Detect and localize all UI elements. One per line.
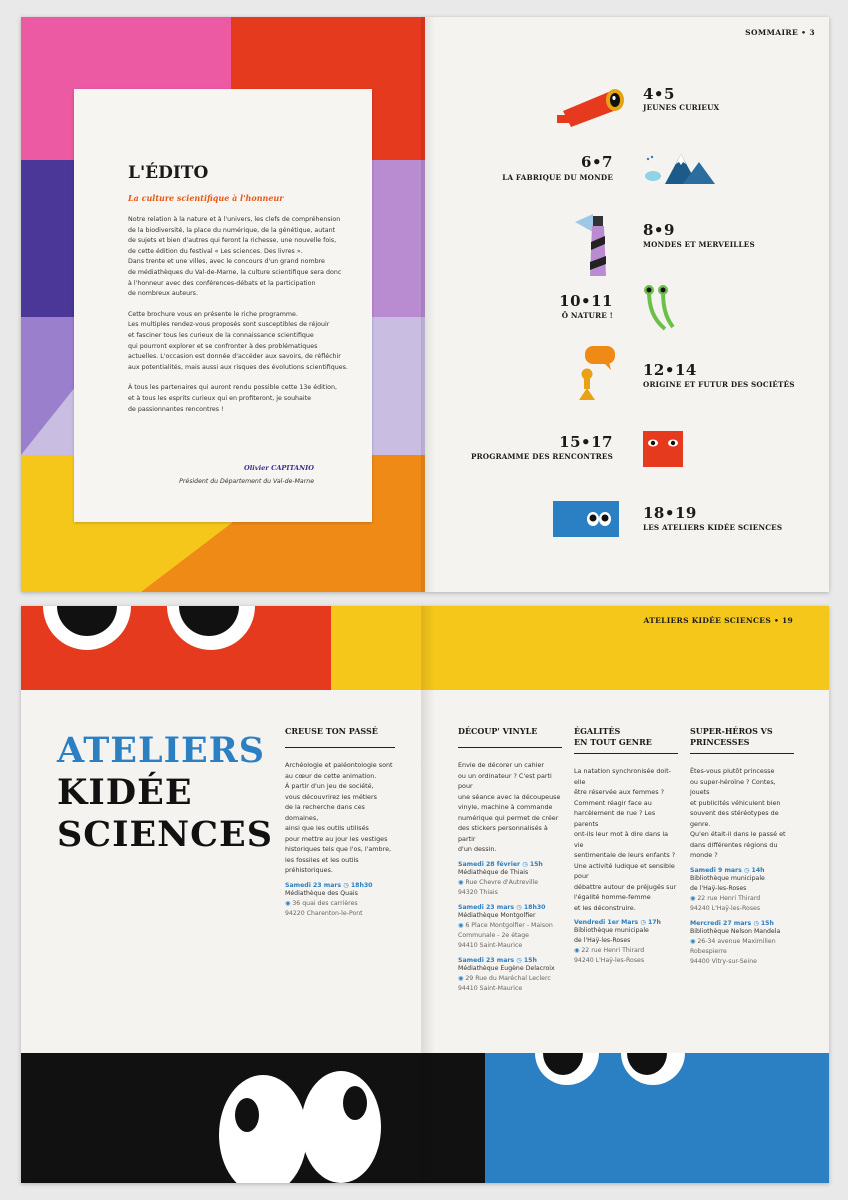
sommaire-label-1[interactable]: JEUNES CURIEUX [643,103,720,112]
atelier-description: Êtes-vous plutôt princesse ou super-héroïne ? Contes, jouets et publicités véhiculent bien souvent des stéréotypes de genre. Qu'en était-il dans le passé et dans différentes régions du monde ? [690,767,786,859]
location-pin-icon: ◉ [285,899,291,907]
sommaire-pages-5: 12•14 [643,361,697,379]
session: Samedi 9 mars ◷ 14h Bibliothèque municipale de l'Haÿ-les-Roses ◉ 22 rue Henri Thirard 94240 L'Haÿ-les-Roses [690,866,765,912]
ateliers-title-line2: KIDÉE [57,772,193,813]
atelier-title: ÉGALITÉS EN TOUT GENRE [574,726,652,747]
column-rule [690,753,794,754]
clock-icon: ◷ [516,956,522,964]
location-pin-icon: ◉ [574,947,580,954]
location-pin-icon: ◉ [690,937,696,945]
sommaire-label-2[interactable]: LA FABRIQUE DU MONDE [502,173,613,182]
gutter-shadow [421,17,435,592]
blue-rect-eyes-icon [553,501,619,537]
atelier-title: DÉCOUP' VINYLE [458,726,538,736]
atelier-description: La natation synchronisée doit-elle être réservée aux femmes ? Comment réagir face au harcèlement de rue ? Les parents ont-ils leur mot à dire dans la vie sentimentale de leurs enfants ? Une activité ludique et sensible pour débattre autour de préjugés sur l'égalité homme-femme et les déconstruire. [574,767,677,912]
atelier-column-1 [285,726,395,919]
location-pin-icon: ◉ [458,878,464,886]
telescope-icon [557,83,629,127]
sommaire-label-3[interactable]: MONDES ET MERVEILLES [643,240,755,249]
location-pin-icon: ◉ [690,894,696,902]
sommaire-label-6[interactable]: PROGRAMME DES RENCONTRES [471,452,613,461]
snail-eyes-icon [643,283,675,331]
sommaire-pages-7: 18•19 [643,504,697,522]
clock-icon: ◷ [640,919,646,926]
sommaire-header: SOMMAIRE • 3 [745,28,815,37]
sommaire-pages-2: 6•7 [581,153,613,171]
clock-icon: ◷ [522,860,528,868]
atelier-column-3 [574,726,678,966]
edito-body [128,215,368,425]
session: Vendredi 1er Mars ◷ 17h Bibliothèque municipale de l'Haÿ-les-Roses ◉ 22 rue Henri Thirard 94240 L'Haÿ-les-Roses [574,919,661,964]
clock-icon: ◷ [516,903,522,911]
gutter-shadow [421,606,435,1183]
red-square-eyes-icon [643,431,683,467]
atelier-column-4 [690,726,794,967]
column-rule [285,747,395,748]
edito-paragraph: Notre relation à la nature et à l'univers, les clefs de compréhension de la biodiversité, la place du numérique, de la génétique, autant de sujets et bien d'autres qui feront la richesse, une nouvelle fois, de cette édition du festival « Les sciences. Des livres ». Dans trente et une villes, avec le concours d'un grand nombre de médiathèques du Val-de-Marne, la culture scientifique sera donc à l'honneur avec des conférences-débats et la participation de nombreux auteurs. [128,216,342,298]
session: Mercredi 27 mars ◷ 15h Bibliothèque Nelson Mandela ◉ 26-34 avenue Maximilien Robespierre 94400 Vitry-sur-Seine [690,919,781,965]
edito-signature-name: Olivier CAPITANIO [244,464,314,472]
sommaire-page [425,17,829,592]
edito-title: L'ÉDITO [128,163,209,183]
sommaire-pages-4: 10•11 [559,292,613,310]
location-pin-icon: ◉ [458,921,464,929]
edito-subtitle: La culture scientifique à l'honneur [128,193,284,203]
edito-paragraph: À tous les partenaires qui auront rendu possible cette 13e édition, et à tous les esprits curieux qui en profiteront, je souhaite de passionnantes rencontres ! [128,384,337,413]
spread-ateliers [21,606,829,1183]
sommaire-pages-1: 4•5 [643,85,675,103]
column-rule [574,753,678,754]
edito-card [74,89,372,522]
session: Samedi 28 février ◷ 15h Médiathèque de Thiais ◉ Rue Chevre d'Autreville 94320 Thiais [458,860,543,896]
atelier-title: CREUSE TON PASSÉ [285,726,378,736]
lighthouse-icon [575,214,619,278]
ateliers-title-line3: SCIENCES [57,814,273,855]
mountains-icon [643,150,715,186]
sommaire-pages-3: 8•9 [643,221,675,239]
session: Samedi 23 mars ◷ 18h30 Médiathèque des Quais ◉ 36 quai des carrières 94220 Charenton-le-Pont [285,881,373,917]
atelier-title: SUPER-HÉROS VS PRINCESSES [690,726,773,747]
speech-bubble-figure-icon [573,346,621,400]
clock-icon: ◷ [743,866,750,874]
atelier-column-2 [458,726,562,994]
sommaire-label-5[interactable]: ORIGINE ET FUTUR DES SOCIÉTÉS [643,380,795,389]
atelier-description: Archéologie et paléontologie sont au cœur de cette animation. À partir d'un jeu de société, vous découvrirez les métiers de la recherche dans ces domaines, ainsi que les outils utilisés pour mettre au jour les vestiges historiques tels que l'os, l'ambre, les fossiles et les outils préhistoriques. [285,761,393,874]
session: Samedi 23 mars ◷ 18h30 Médiathèque Montgolfier ◉ 6 Place Montgolfier - Maison Communale - 2e étage 94410 Saint-Maurice [458,903,553,949]
clock-icon: ◷ [753,919,759,927]
location-pin-icon: ◉ [458,974,464,982]
ateliers-title-line1: ATELIERS [57,730,265,771]
session: Samedi 23 mars ◷ 15h Médiathèque Eugène Delacroix ◉ 29 Rue du Maréchal Leclerc 94410 Saint-Maurice [458,956,555,992]
edito-signature-role: Président du Département du Val-de-Marne [179,478,314,485]
clock-icon: ◷ [343,881,349,889]
atelier-description: Envie de décorer un cahier ou un ordinateur ? C'est parti pour une séance avec la découpeuse vinyle, machine à commande numérique qui permet de créer des stickers personnalisés à partir d'un dessin. [458,761,561,853]
sommaire-label-4[interactable]: Ô NATURE ! [561,311,613,320]
column-rule [458,747,562,748]
edito-paragraph: Cette brochure vous en présente le riche programme. Les multiples rendez-vous proposés sont susceptibles de réjouir et fasciner tous les curieux de la connaissance scientifique qui pourront explorer et se confronter à des problématiques actuelles. L'occasion est donnée d'accéder aux savoirs, de réfléchir aux potentialités, mais aussi aux risques des évolutions scientifiques. [128,310,348,371]
sommaire-pages-6: 15•17 [559,433,613,451]
spread-edito-sommaire [21,17,829,592]
ateliers-header: ATELIERS KIDÉE SCIENCES • 19 [643,616,793,625]
sommaire-label-7[interactable]: LES ATELIERS KIDÉE SCIENCES [643,523,783,532]
